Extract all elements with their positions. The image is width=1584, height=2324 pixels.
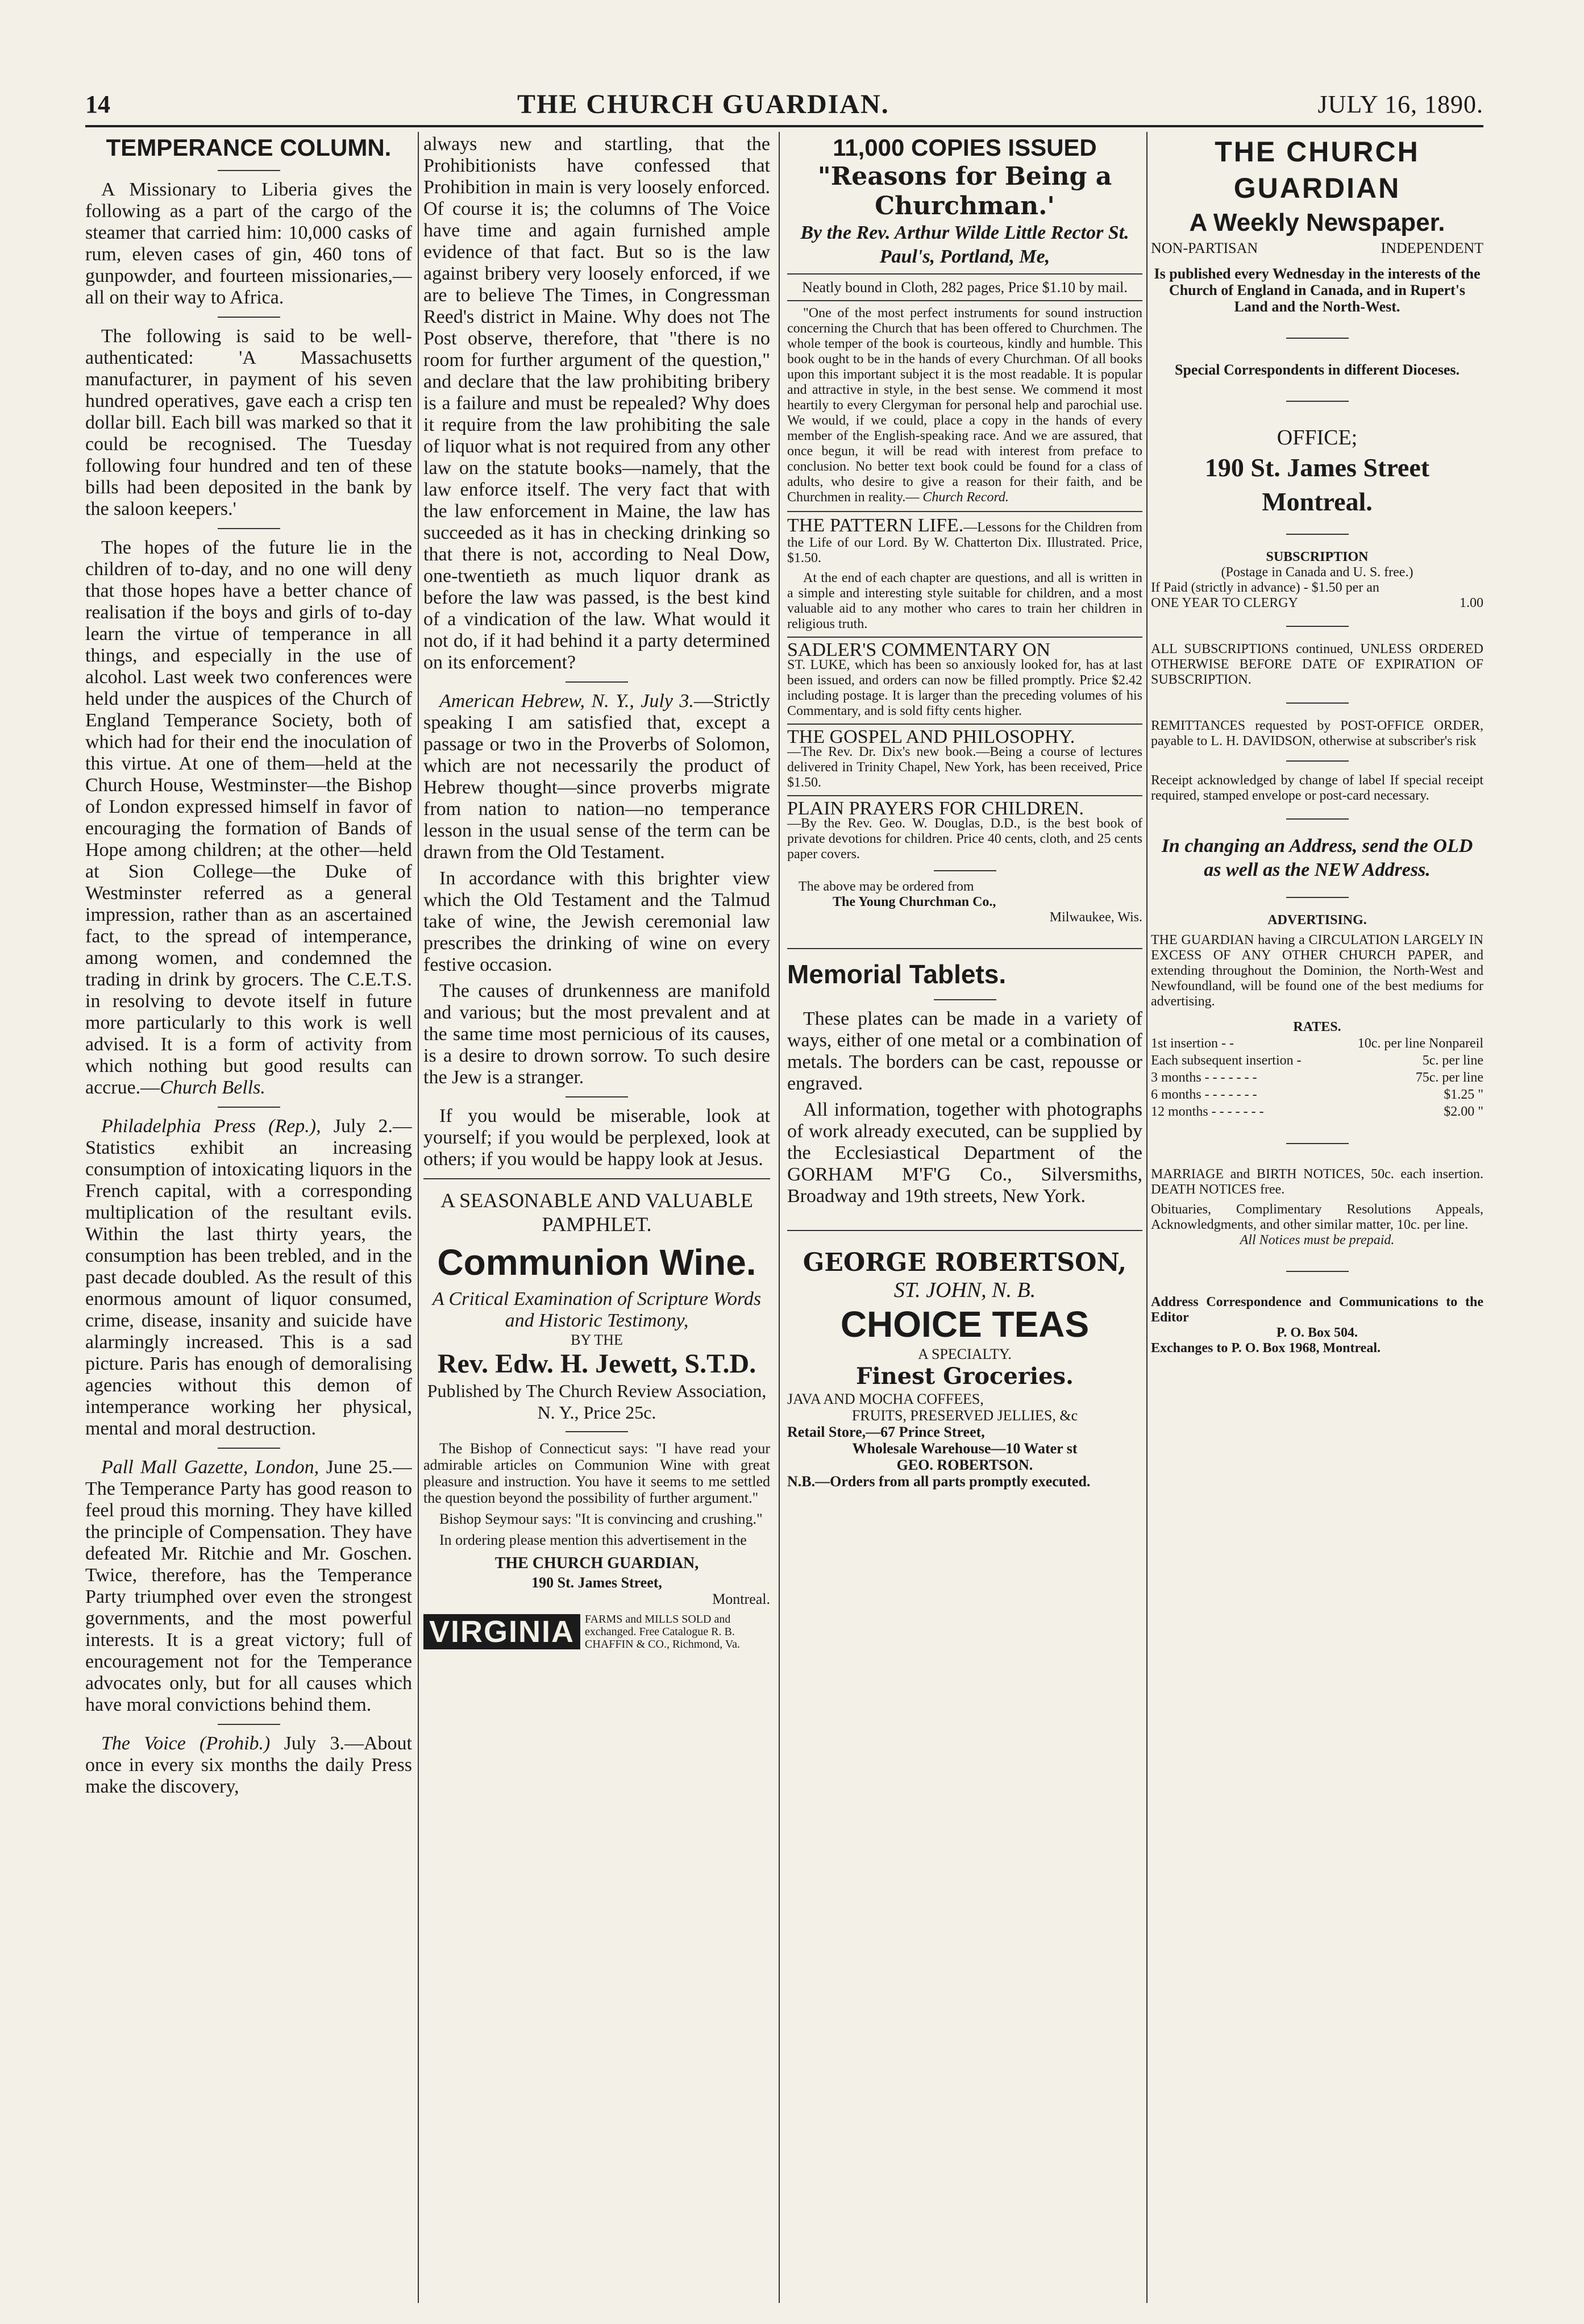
independent-label: INDEPENDENT	[1381, 240, 1483, 256]
rate-price: 5c. per line	[1422, 1053, 1483, 1068]
robertson-ad	[787, 1248, 1142, 1490]
grocer-note: N.B.—Orders from all parts promptly executed.	[787, 1473, 1091, 1490]
rate-price: 75c. per line	[1415, 1070, 1483, 1085]
article-paragraph: In accordance with this brighter view which the Old Testament and the Talmud take of wine, the Jewish ceremonial law prescribes the drinking of wine on every festive occasion.	[423, 868, 770, 975]
po-box: P. O. Box 504.	[1276, 1325, 1358, 1340]
article-paragraph: If you would be miserable, look at yourself; if you would be perplexed, look at others; if you would be happy look at Jesus.	[423, 1105, 770, 1170]
memorial-paragraph: These plates can be made in a variety of ways, either of one metal or a combination of metals. The borders can be cast, repousse or engraved.	[787, 1008, 1142, 1094]
ad-city: Montreal.	[712, 1591, 770, 1607]
prepaid-note: All Notices must be prepaid.	[1240, 1233, 1395, 1248]
divider	[787, 795, 1142, 796]
divider	[1286, 897, 1349, 898]
book-listing	[787, 639, 1142, 719]
listing-title: THE GOSPEL AND PHILOSOPHY.	[787, 726, 1075, 747]
office-address: 190 St. James Street Montreal.	[1204, 453, 1430, 516]
advertising-text: THE GUARDIAN having a CIRCULATION LARGELY IN EXCESS OF ANY OTHER CHURCH PAPER, and extending throughout the Dominion, the North-West and Newfoundland, will be found one of the best mediums for advertising.	[1151, 933, 1483, 1009]
listing-title: SADLER'S COMMENTARY ON	[787, 639, 1051, 660]
obituary-rates: Obituaries, Complimentary Resolutions Appeals, Acknowledgments, and other similar matter, 10c. per line.	[1151, 1202, 1483, 1232]
weekly-newspaper: A Weekly Newspaper.	[1189, 209, 1445, 236]
clergy-rate	[1151, 596, 1483, 611]
rates-row	[1151, 1086, 1483, 1103]
divider	[1286, 1143, 1349, 1144]
divider	[787, 637, 1142, 638]
newspaper-title: THE CHURCH GUARDIAN.	[517, 89, 889, 119]
ad-by: BY THE	[571, 1332, 623, 1348]
column-divider	[418, 132, 419, 2303]
source-citation: Philadelphia Press (Rep.),	[101, 1116, 321, 1137]
temperance-heading: TEMPERANCE COLUMN.	[106, 134, 392, 161]
source-citation: The Voice (Prohib.)	[101, 1733, 271, 1754]
ad-author: Rev. Edw. H. Jewett, S.T.D.	[437, 1349, 756, 1379]
divider	[934, 999, 996, 1000]
order-company: The Young Churchman Co.,	[833, 895, 996, 909]
rate-label: Each subsequent insertion -	[1151, 1053, 1302, 1068]
subscription-heading: SUBSCRIPTION	[1266, 550, 1369, 564]
grocer-fruits: FRUITS, PRESERVED JELLIES, &c	[851, 1407, 1078, 1424]
divider	[1286, 626, 1349, 627]
virginia-ad	[423, 1613, 770, 1651]
book-listing	[787, 798, 1142, 862]
listing-text: —Lessons for the Children from the Life of our Lord. By W. Chatterton Dix. Illustrated. Price, $1.50.	[787, 520, 1142, 566]
rates-table	[1151, 1035, 1483, 1120]
page-number: 14	[85, 90, 110, 118]
clergy-label: ONE YEAR TO CLERGY	[1151, 596, 1298, 610]
divider	[423, 1178, 770, 1179]
rate-price: $1.25 "	[1444, 1087, 1483, 1102]
listing-text: ST. LUKE, which has been so anxiously looked for, has at last been issued, and orders can now be filled promptly. Price $2.42 including postage. It is larger than the preceding volumes of his Commentary, and is sold fifty cents higher.	[787, 658, 1142, 718]
ad-headline: Communion Wine.	[437, 1242, 756, 1283]
source-citation: Pall Mall Gazette, London,	[101, 1457, 319, 1478]
ad-paper-name: THE CHURCH GUARDIAN,	[494, 1554, 699, 1572]
ad-quote: Bishop Seymour says: "It is convincing and crushing."	[439, 1511, 763, 1527]
remittance-note: REMITTANCES requested by POST-OFFICE ORDER, payable to L. H. DAVIDSON, otherwise at subscriber's risk	[1151, 718, 1483, 749]
special-correspondents: Special Correspondents in different Dioceses.	[1175, 361, 1460, 378]
ad-title: A SEASONABLE AND VALUABLE PAMPHLET.	[440, 1189, 753, 1236]
rate-label: 1st insertion - -	[1151, 1036, 1234, 1051]
divider	[1286, 702, 1349, 704]
paper-stance	[1151, 239, 1483, 257]
marriage-notice-rates: MARRIAGE and BIRTH NOTICES, 50c. each insertion. DEATH NOTICES free.	[1151, 1167, 1483, 1197]
column-three	[787, 134, 1142, 2307]
book-listing	[787, 515, 1142, 566]
grocer-retail: Retail Store,—67 Prince Street,	[787, 1424, 985, 1440]
review-body: "One of the most perfect instruments for sound instruction concerning the Church that has been offered to Churchmen. The whole temper of the book is courteous, kindly and humble. This book ought to be in the hands of every Churchman. Of all books upon this important subject it is the most readable. It is popular and attractive in style, in the best sense. We commend it most heartily to every Clergyman for personal help and parochial use. We would, if we could, place a copy in the hands of every member of the English-speaking race. And we are assured, that once begun, it will be read with interest from preface to conclusion. No better text book could be found for a class of adults, who desire to give a reason for their faith, and be Churchmen in reality.—	[787, 306, 1142, 505]
masthead: THE CHURCH GUARDIAN	[1215, 136, 1420, 204]
divider	[1286, 818, 1349, 820]
book-listing-more: At the end of each chapter are questions, and all is written in a simple and interesting style suitable for children, and a most valuable aid to any mother who cares to train her children in religious truth.	[787, 571, 1142, 631]
virginia-text: FARMS and MILLS SOLD and exchanged. Free Catalogue R. B. CHAFFIN & CO., Richmond, Va.	[585, 1613, 741, 1651]
source-citation: Church Record.	[922, 490, 1009, 505]
divider	[1286, 401, 1349, 402]
ad-publisher: Published by The Church Review Association, N. Y., Price 25c.	[427, 1381, 767, 1423]
ad-quote: The Bishop of Connecticut says: "I have read your admirable articles on Communion Wine with great pleasure and instruction. You have it seems to me settled the question beyond the possibility of further argument."	[423, 1440, 770, 1506]
publication-note: Is published every Wednesday in the interests of the Church of England in Canada, and in Rupert's Land and the North-West.	[1154, 265, 1481, 315]
rates-row	[1151, 1069, 1483, 1086]
divider	[787, 300, 1142, 301]
virginia-word: VIRGINIA	[423, 1614, 580, 1649]
grocer-wholesale: Wholesale Warehouse—10 Water st	[852, 1440, 1078, 1457]
divider	[787, 724, 1142, 725]
order-note: The above may be ordered from	[799, 879, 974, 894]
paragraph-body: June 25.—The Temperance Party has good reason to feel proud this morning. They have killed the principle of Compensation. They have defeated Mr. Ritchie and Mr. Goschen. Twice, therefore, has the Temperance Party triumphed over even the strongest governments, and the most powerful interests. It is a great victory; full of encouragement not for the Temperance advocates only, but for all causes which have moral convictions behind them.	[85, 1457, 412, 1715]
listing-text: —By the Rev. Geo. W. Douglas, D.D., is the best book of private devotions for children. Price 40 cents, cloth, and 25 cents paper covers.	[787, 816, 1142, 862]
postage-note: (Postage in Canada and U. S. free.)	[1221, 565, 1413, 580]
grocer-coffees: JAVA AND MOCHA COFFEES,	[787, 1391, 984, 1407]
article-paragraph	[85, 1116, 412, 1440]
issue-date: JULY 16, 1890.	[1317, 90, 1483, 118]
book-author: By the Rev. Arthur Wilde Little Rector St. Paul's, Portland, Me,	[800, 222, 1129, 267]
rates-row	[1151, 1103, 1483, 1120]
article-paragraph	[85, 1733, 412, 1798]
exchanges-address: Exchanges to P. O. Box 1968, Montreal.	[1151, 1341, 1381, 1356]
divider	[566, 681, 628, 683]
ad-subtitle: A Critical Examination of Scripture Words and Historic Testimony,	[432, 1288, 762, 1331]
ad-address: 190 St. James Street,	[531, 1574, 662, 1591]
order-city: Milwaukee, Wis.	[1049, 910, 1142, 925]
divider	[1286, 1271, 1349, 1272]
divider	[218, 528, 280, 529]
divider	[787, 948, 1142, 949]
ad-quote: In ordering please mention this advertisement in the	[439, 1532, 747, 1548]
rate-label: 6 months - - - - - - -	[1151, 1087, 1257, 1102]
listing-text: —The Rev. Dr. Dix's new book.—Being a course of lectures delivered in Trinity Chapel, New York, has been received, Price $1.50.	[787, 745, 1142, 790]
paragraph-body: —Strictly speaking I am satisfied that, except a passage or two in the Proverbs of Solomon, which are not necessarily the product of Hebrew thought—since proverbs migrate from nation to nation—no temperance lesson in the usual sense of the term can be drawn from the Old Testament.	[423, 691, 770, 863]
receipt-note: Receipt acknowledged by change of label If special receipt required, stamped envelope or post-card necessary.	[1151, 773, 1483, 803]
article-paragraph	[423, 691, 770, 863]
divider	[218, 317, 280, 318]
grocer-signature: GEO. ROBERTSON.	[896, 1457, 1033, 1473]
column-divider	[1146, 132, 1148, 2303]
column-temperance	[85, 134, 412, 2307]
rate-price: $2.00 "	[1444, 1104, 1483, 1119]
rate-label: 3 months - - - - - - -	[1151, 1070, 1257, 1085]
source-citation: Church Bells.	[160, 1077, 265, 1098]
memorial-heading: Memorial Tablets.	[787, 959, 1007, 989]
book-title: "Reasons for Being a Churchman.'	[817, 162, 1112, 221]
rate-price: 10c. per line Nonpareil	[1357, 1036, 1483, 1051]
office-label: OFFICE;	[1277, 426, 1358, 450]
column-four	[1151, 134, 1483, 2307]
advertising-heading: ADVERTISING.	[1267, 913, 1367, 928]
paid-rate: If Paid (strictly in advance) - $1.50 per an	[1151, 580, 1379, 595]
grocer-groceries: Finest Groceries.	[856, 1363, 1074, 1390]
page-header	[85, 85, 1483, 127]
clergy-price: 1.00	[1460, 596, 1483, 610]
address-correspondence: Address Correspondence and Communications to the Editor	[1151, 1295, 1483, 1325]
divider	[787, 273, 1142, 275]
article-paragraph: The following is said to be well-authenticated: 'A Massachusetts manufacturer, in payment of his seven hundred operatives, gave each a crisp ten dollar bill. Each bill was marked so that it could be recognised. The Tuesday following four hundred and ten of these bills had been deposited in the bank by the saloon keepers.'	[85, 326, 412, 519]
book-listing	[787, 726, 1142, 791]
divider	[1286, 760, 1349, 762]
source-citation: American Hebrew, N. Y., July 3.	[439, 691, 694, 712]
communion-wine-ad	[423, 1188, 770, 1651]
rates-heading: RATES.	[1293, 1020, 1341, 1034]
divider	[566, 1431, 628, 1432]
column-divider	[779, 132, 780, 2303]
divider	[566, 1096, 628, 1097]
book-review	[787, 306, 1142, 505]
article-paragraph: The causes of drunkenness are manifold and various; but the most prevalent and at the same time most pernicious of its causes, is a desire to drown sorrow. To such desire the Jew is a stranger.	[423, 980, 770, 1088]
divider	[218, 1724, 280, 1725]
grocer-name: GEORGE ROBERTSON,	[803, 1248, 1127, 1277]
article-paragraph	[85, 1457, 412, 1716]
paragraph-body: The hopes of the future lie in the children of to-day, and no one will deny that those hopes have a better chance of realisation if the boys and girls of to-day learn the virtue of temperance in all things, and especially in the use of alcohol. Last week two conferences were held under the auspices of the Church of England Temperance Society, both of which had for their end the inoculation of this virtue. At one of them—held at the Church House, Westminster—the Bishop of London expressed himself in favor of encouraging the formation of Bands of Hope among children; at the other—held at Sion College—the Duke of Westminster referred as a general impression, rather than as an ascertained fact, to the spread of intemperance, among women, and condemned the trading in drink by grocers. The C.E.T.S. in resolving to devote itself in future more particularly to this work is well advised. It is a form of activity from which nothing but good results can accrue.—	[85, 537, 412, 1098]
grocer-specialty: A SPECIALTY.	[918, 1346, 1012, 1362]
column-two	[423, 134, 770, 2307]
listing-title: THE PATTERN LIFE.	[787, 515, 964, 536]
copies-issued-heading: 11,000 COPIES ISSUED	[833, 134, 1097, 161]
rates-row	[1151, 1035, 1483, 1052]
grocer-city: ST. JOHN, N. B.	[893, 1278, 1036, 1302]
paragraph-body: July 3.—About once in every six months the daily Press make the discovery,	[85, 1733, 412, 1797]
book-price: Neatly bound in Cloth, 282 pages, Price $1.10 by mail.	[802, 279, 1128, 296]
non-partisan-label: NON-PARTISAN	[1151, 240, 1258, 256]
listing-title: PLAIN PRAYERS FOR CHILDREN.	[787, 798, 1084, 819]
divider	[1286, 534, 1349, 535]
memorial-paragraph: All information, together with photographs of work already executed, can be supplied by the Ecclesiastical Department of the GORHAM M'F'G Co., Silversmiths, Broadway and 19th streets, New York.	[787, 1099, 1142, 1207]
subscription-terms: ALL SUBSCRIPTIONS continued, UNLESS ORDERED OTHERWISE BEFORE DATE OF EXPIRATION OF SUBSCRIPTION.	[1151, 642, 1483, 687]
divider	[218, 170, 280, 171]
article-paragraph: always new and startling, that the Prohibitionists have confessed that Prohibition in main is very loosely enforced. Of course it is; the columns of The Voice have time and again furnished ample evidence of that fact. But so is the law against bribery very loosely enforced, if we are to believe The Times, in Congressman Reed's district in Maine. Why does not The Post observe, therefore, that "there is no room for further argument of the question," and declare that the law prohibiting bribery is a failure and must be repealed? Why does it require from the law prohibiting the sale of liquor what is not required from any other law on the statute books—namely, that the law enforce itself. The very fact that with the law enforcement in Maine, the law has succeeded as it has in checking drinking so that there is not, according to Neal Dow, one-twentieth as much liquor drank as before the law was passed, is the best kind of a vindication of the law. What would it not do, if it had behind it a party determined on its enforcement?	[423, 134, 770, 673]
rate-label: 12 months - - - - - - -	[1151, 1104, 1264, 1119]
divider	[787, 511, 1142, 512]
paragraph-body: July 2.—Statistics exhibit an increasing consumption of intoxicating liquors in the French capital, with a corresponding multiplication of the resultant evils. Within the last thirty years, the consumption has been trebled, and in the past decade doubled. As the result of this enormous amount of liquor consumed, crime, disease, insanity and suicide have alarmingly increased. This is a sad picture. Paris has enough of demoralising agencies without this demon of intemperance working her physical, mental and moral destruction.	[85, 1116, 412, 1439]
divider	[218, 1107, 280, 1108]
grocer-teas: CHOICE TEAS	[840, 1304, 1090, 1345]
divider	[218, 1448, 280, 1449]
divider	[934, 870, 996, 871]
divider	[1286, 338, 1349, 339]
article-paragraph: A Missionary to Liberia gives the following as a part of the cargo of the steamer that carried him: 10,000 casks of rum, eleven cases of gin, 460 tons of gunpowder, and fourteen missionaries,—all on their way to Africa.	[85, 179, 412, 308]
address-change-note: In changing an Address, send the OLD as well as the NEW Address.	[1161, 835, 1473, 880]
divider	[787, 1230, 1142, 1231]
rates-row	[1151, 1052, 1483, 1069]
article-paragraph	[85, 537, 412, 1099]
